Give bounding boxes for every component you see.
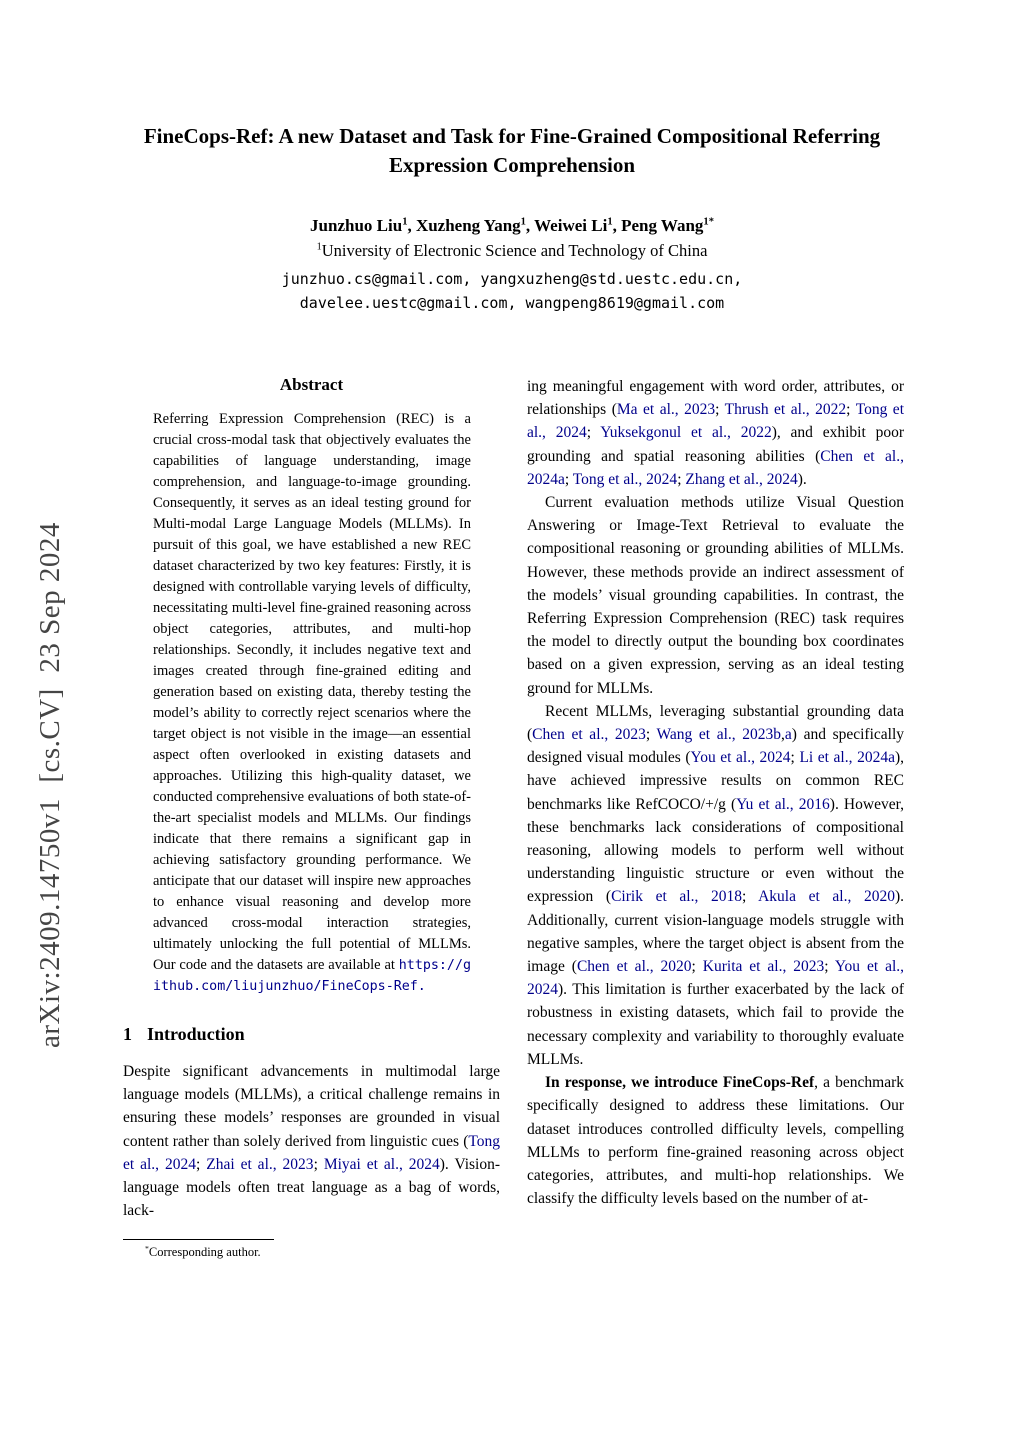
text-run: 1 xyxy=(520,216,526,228)
text-run: ; xyxy=(564,470,573,488)
paper-title: FineCops-Ref: A new Dataset and Task for Fine-Grained Compositional Referring Expression Comprehension xyxy=(143,124,881,177)
citation-link[interactable]: Ma et al., 2023 xyxy=(616,401,716,419)
citation-link[interactable]: Yuksekgonul et al., 2022 xyxy=(600,424,772,442)
citation-link[interactable]: You et al., 2024 xyxy=(527,958,905,999)
text-run: ing meaningful engagement with word order, attributes, or relationships ( xyxy=(527,378,904,419)
column-right xyxy=(527,375,904,1210)
text-run: ), have achieved impressive results on common REC benchmarks like RefCOCO/+/g ( xyxy=(527,749,904,813)
intro-paragraph-1 xyxy=(123,1060,500,1222)
text-run: In response, we introduce FineCops-Ref xyxy=(545,1074,815,1092)
citation-link[interactable]: a xyxy=(784,726,792,744)
citation-link[interactable]: Yu et al., 2016 xyxy=(736,795,830,813)
text-run: * xyxy=(145,1244,149,1254)
text-run: ). This limitation is further exacerbated by the lack of robustness in existing datasets, which fail to provide the necessary complexity and variability to thoroughly evaluate MLLMs. xyxy=(527,981,904,1068)
text-run: ). Vision-language models often treat language as a bag of words, lack- xyxy=(123,1155,501,1220)
text-run: ). Additionally, current vision-language models struggle with negative samples, where the target object is absent from the image ( xyxy=(527,888,904,976)
intro-paragraph-5 xyxy=(527,1071,904,1210)
email-line-2: davelee.uestc@gmail.com, wangpeng8619@gmail.com xyxy=(299,294,725,312)
citation-link[interactable]: Tong et al., 2024 xyxy=(527,401,904,442)
text-run: ; xyxy=(691,958,703,976)
citation-link[interactable]: Chen et al., 2020 xyxy=(576,958,692,976)
column-left xyxy=(123,375,500,1260)
text-run: ), and exhibit poor grounding and spatial reasoning abilities ( xyxy=(527,424,904,465)
citation-link[interactable]: Li et al., 2024a xyxy=(799,749,895,767)
github-url-link[interactable]: https://github.com/liujunzhuo/FineCops-Ref. xyxy=(153,958,471,994)
text-run: ; xyxy=(195,1155,207,1173)
text-run: , a benchmark specifically designed to address these limitations. Our dataset introduces controlled difficulty levels, compelling MLLMs to perform fine-grained reasoning across object categories, attributes, and multi-hop relationships. We classify the difficulty levels based on the number of at- xyxy=(527,1074,904,1208)
text-run: ; xyxy=(586,424,601,442)
text-run: 1 xyxy=(316,241,322,253)
text-run: ; xyxy=(313,1155,324,1173)
affiliation-line xyxy=(0,241,1024,261)
citation-link[interactable]: Wang et al., 2023b xyxy=(656,726,782,744)
text-run: Corresponding author. xyxy=(148,1245,261,1260)
footnote-divider xyxy=(123,1239,274,1240)
citation-link[interactable]: Thrush et al., 2022 xyxy=(724,401,847,419)
text-run: ; xyxy=(645,726,657,744)
intro-paragraph-4 xyxy=(527,700,904,1071)
section-heading-introduction xyxy=(123,1024,500,1045)
citation-link[interactable]: Zhai et al., 2023 xyxy=(206,1155,314,1173)
citation-link[interactable]: You et al., 2024 xyxy=(690,749,791,767)
citation-link[interactable]: Kurita et al., 2023 xyxy=(702,958,825,976)
text-run: Current evaluation methods utilize Visual Question Answering or Image-Text Retrieval to evaluate the compositional reasoning or grounding abilities of MLLMs. However, these methods provide an indirect assessment of the models’ visual grounding capabilities. In contrast, the Referring Expression Comprehension (REC) task requires the model to directly output the bounding box coordinates based on a given expression, serving as an ideal testing ground for MLLMs. xyxy=(527,494,904,697)
text-run: Recent MLLMs, leveraging substantial grounding data ( xyxy=(527,702,904,744)
citation-link[interactable]: Akula et al., 2020 xyxy=(758,888,895,906)
text-run: 1 xyxy=(402,216,408,228)
intro-paragraph-3 xyxy=(527,491,904,700)
section-number: 1 xyxy=(123,1024,132,1044)
authors-line xyxy=(0,216,1024,236)
citation-link[interactable]: Chen et al., 2024a xyxy=(527,447,904,488)
section-title: Introduction xyxy=(147,1024,245,1044)
citation-link[interactable]: Tong et al., 2024 xyxy=(123,1132,500,1173)
citation-link[interactable]: Miyai et al., 2024 xyxy=(323,1155,440,1173)
text-run: ). xyxy=(797,470,807,488)
text-run: Junzhuo Liu xyxy=(310,216,403,235)
text-run: ; xyxy=(824,958,835,976)
citation-link[interactable]: Chen et al., 2023 xyxy=(532,726,646,744)
text-run: 1 xyxy=(607,216,613,228)
text-run: ; xyxy=(846,401,856,419)
arxiv-watermark: arXiv:2409.14750v1 [cs.CV] 23 Sep 2024 xyxy=(34,522,66,1048)
text-run: , Xuzheng Yang xyxy=(407,216,521,235)
intro-paragraph-2 xyxy=(527,375,904,491)
citation-link[interactable]: Zhang et al., 2024 xyxy=(685,470,798,488)
text-run: , Peng Wang xyxy=(612,216,704,235)
text-run: ; xyxy=(790,749,800,767)
text-run: ) and specifically designed visual modules ( xyxy=(527,726,905,767)
text-run: , Weiwei Li xyxy=(525,216,608,235)
abstract-text xyxy=(153,409,471,997)
text-run: ; xyxy=(741,888,759,906)
header-block xyxy=(0,216,1024,315)
text-run: , xyxy=(781,726,785,744)
text-run: Despite significant advancements in multimodal large language models (MLLMs), a critical challenge remains in ensuring these models’ responses are grounded in visual content rather than solely derived from linguistic cues ( xyxy=(123,1063,500,1150)
text-run: University of Electronic Science and Technology of China xyxy=(321,241,708,260)
text-run: ; xyxy=(715,401,725,419)
citation-link[interactable]: Tong et al., 2024 xyxy=(572,470,678,488)
text-run: ). However, these benchmarks lack considerations of compositional reasoning, allowing models to perform well without understanding linguistic structure or even without the expression ( xyxy=(527,795,904,906)
email-line-1: junzhuo.cs@gmail.com, yangxuzheng@std.uestc.edu.cn, xyxy=(281,270,743,288)
abstract-heading: Abstract xyxy=(279,375,344,394)
text-run: 1* xyxy=(703,216,714,228)
footnote-text xyxy=(123,1245,500,1260)
text-run: Referring Expression Comprehension (REC) is a crucial cross-modal task that objectively evaluates the capabilities of language understanding, image comprehension, and language-to-image grounding. Consequently, it serves as an ideal testing ground for Multi-modal Large Language Models (MLLMs). In pursuit of this goal, we have established a new REC dataset characterized by two key features: Firstly, it is designed with controllable varying levels of difficulty, necessitating multi-level fine-grained reasoning across object categories, attributes, and multi-hop relationships. Secondly, it includes negative text and images created through fine-grained editing and generation based on existing data, thereby testing the model’s ability to correctly reject scenarios where the target object is not visible in the image—an essential aspect often overlooked in existing datasets and approaches. Utilizing this high-quality dataset, we conducted comprehensive evaluations of both state-of-the-art specialist models and MLLMs. Our findings indicate that there remains a significant gap in achieving satisfactory grounding performance. We anticipate that our dataset will inspire new approaches to enhance visual reasoning and develop more advanced cross-modal interaction strategies, ultimately unlocking the full potential of MLLMs. Our code and the datasets are available at xyxy=(153,411,471,973)
text-run: ; xyxy=(677,470,686,488)
citation-link[interactable]: Cirik et al., 2018 xyxy=(611,888,742,906)
